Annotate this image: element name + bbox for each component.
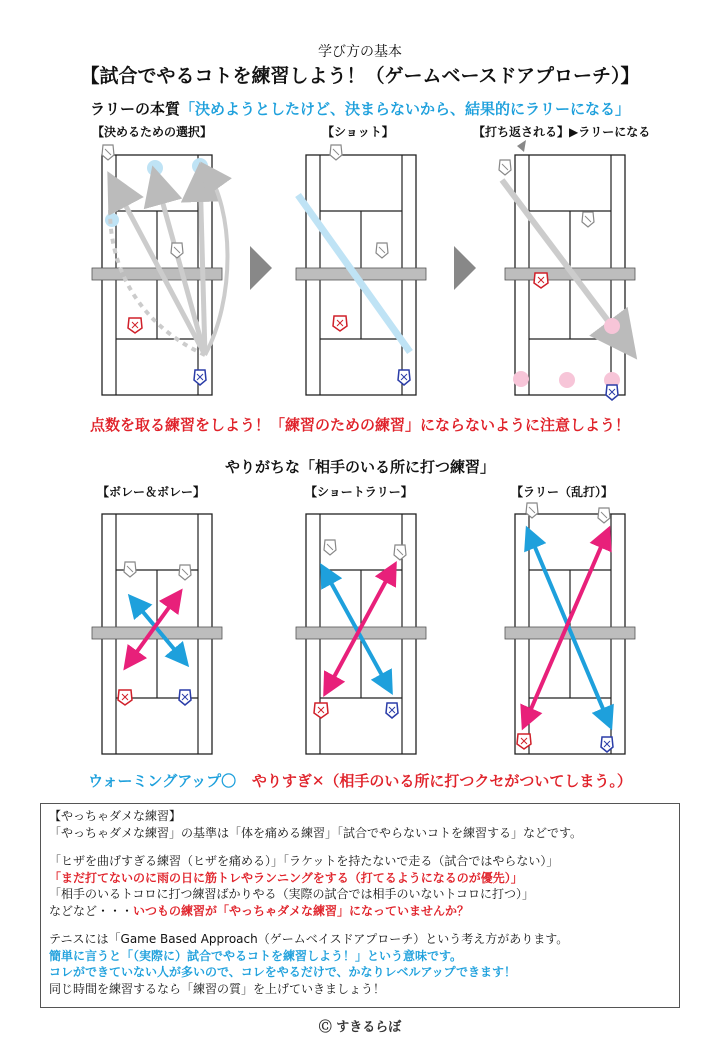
- court-diagram-shot: [296, 145, 426, 395]
- panel-label-choice: 【決めるための選択】: [92, 125, 213, 139]
- copyright: Ⓒ すきるらぼ: [318, 1020, 402, 1035]
- notes-line: コレができていない人が多いので、コレをやるだけで、かなりレベルアップできます！: [49, 965, 517, 979]
- notes-box: [40, 803, 680, 1008]
- target-ball: [147, 160, 163, 176]
- return-direction-icon: [517, 140, 526, 152]
- court-diagram-short-rally: [296, 514, 426, 754]
- target-ball: [559, 372, 575, 388]
- notes-line-prefix: などなど・・・: [49, 903, 134, 918]
- panel-label-rally: 【ラリー（乱打）】: [511, 485, 614, 499]
- ng-text: やりすぎ✕（相手のいる所に打つクセがついてしまう。）: [251, 772, 632, 790]
- court-diagram-returned: [499, 140, 635, 400]
- panel-label-short-rally: 【ショートラリー】: [305, 485, 413, 499]
- notes-line: 「まだ打てないのに雨の日に筋トレやランニングをする（打てるようになるのが優先）」: [49, 870, 523, 885]
- page-subtitle: 学び方の基本: [318, 44, 402, 60]
- court-diagram-rally: [505, 503, 635, 754]
- court-diagram-choice: [92, 145, 228, 395]
- warning-text: 点数を取る練習をしよう！「練習のための練習」にならないように注意しよう！: [89, 416, 630, 434]
- court-diagram-volley: [92, 514, 222, 754]
- notes-line: 同じ時間を練習するなら「練習の質」を上げていきましょう！: [49, 981, 386, 996]
- notes-line-emphasis: いつもの練習が「やっちゃダメな練習」になっていませんか？: [133, 903, 470, 918]
- notes-line: 「相手のいるトコロに打つ練習ばかりやる（実際の試合では相手のいないトコロに打つ）」: [49, 887, 535, 901]
- rally-lead: ラリーの本質: [89, 100, 180, 118]
- notes-title: 【やっちゃダメな練習】: [49, 809, 182, 823]
- target-ball: [604, 318, 620, 334]
- target-ball: [513, 371, 529, 387]
- panel-label-returned: 【打ち返される】▶ラリーになる: [473, 125, 651, 139]
- verdict-line: [0, 770, 720, 791]
- notes-line: 「ヒザを曲げすぎる練習（ヒザを痛める）」「ラケットを持たないで走る（試合ではやらない）」: [49, 854, 559, 868]
- notes-line: テニスには「Game Based Approach（ゲームベイスドアプローチ）という考え方があります。: [49, 932, 569, 946]
- notes-line: 簡単に言うと「（実際に）試合でやるコトを練習しよう！」という意味です。: [49, 948, 463, 963]
- ok-text: ウォーミングアップ〇: [88, 772, 237, 790]
- common-practice-heading: やりがちな「相手のいる所に打つ練習」: [224, 458, 495, 476]
- rally-quote: 「決めようとしたけど、決まらないから、結果的にラリーになる」: [180, 100, 631, 118]
- next-step-arrow: [454, 246, 476, 290]
- notes-line: [49, 903, 671, 920]
- notes-line: 「やっちゃダメな練習」の基準は「体を痛める練習」「試合でやらないコトを練習する」などです。: [49, 825, 583, 840]
- panel-label-shot: 【ショット】: [322, 125, 394, 139]
- page-title: 【試合でやるコトを練習しよう！（ゲームベースドアプローチ）】: [80, 65, 640, 87]
- panel-label-volley: 【ボレー＆ボレー】: [97, 485, 206, 499]
- next-step-arrow: [250, 246, 272, 290]
